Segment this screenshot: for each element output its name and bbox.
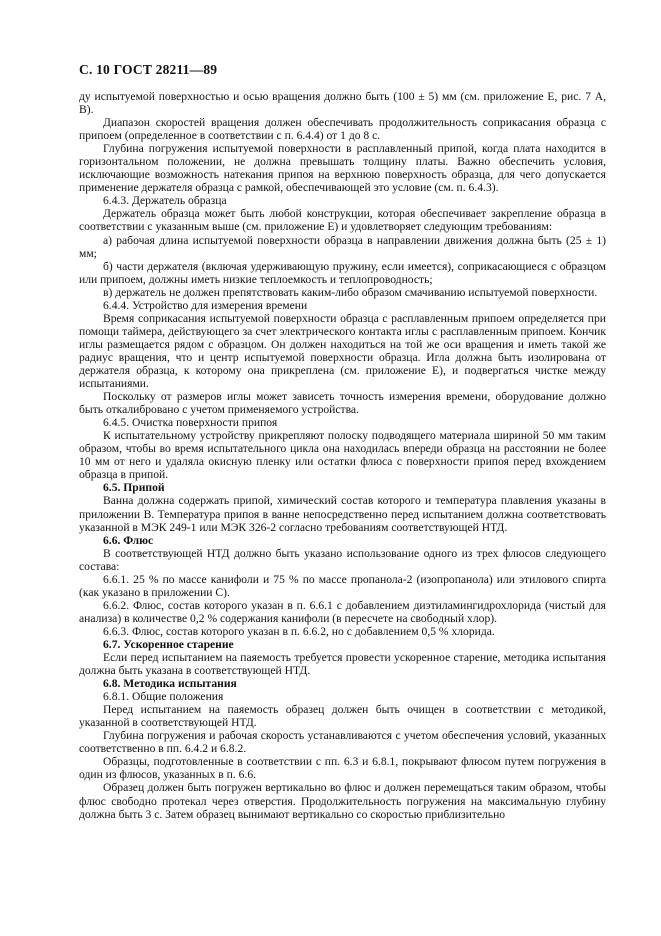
- document-body: [79, 90, 606, 821]
- paragraph: Образец должен быть погружен вертикально во флюс и должен перемещаться таким образом, чтобы флюс свободно протекал через отверстия. Продолжительность погружения на максимальную глубину должна быть 3 с. Затем образец вынимают вертикально со скоростью приблизительно: [79, 781, 606, 821]
- paragraph: Поскольку от размеров иглы может зависеть точность измерения времени, оборудование должно быть откалибровано с учетом применяемого устройства.: [79, 390, 606, 417]
- paragraph: б) части держателя (включая удерживающую пружину, если имеется), соприкасающиеся с образцом или припоем, должны иметь низкие теплоемкость и теплопроводность;: [79, 259, 606, 286]
- paragraph: Держатель образца может быть любой конструкции, которая обеспечивает закрепление образца в соответствии с указанным выше (см. приложение Е) и удовлетворяет следующим требованиям:: [79, 207, 606, 234]
- page-header: С. 10 ГОСТ 28211—89: [79, 62, 218, 77]
- paragraph: 6.8. Методика испытания: [103, 677, 237, 691]
- paragraph: Диапазон скоростей вращения должен обеспечивать продолжительность соприкасания образца с припоем (определенное в соответствии с п. 6.4.4) от 1 до 8 с.: [79, 116, 606, 143]
- paragraph: 6.4.3. Держатель образца: [103, 194, 227, 208]
- paragraph: 6.8.1. Общие положения: [103, 690, 224, 704]
- paragraph: 6.6. Флюс: [103, 533, 154, 547]
- paragraph: 6.4.5. Очистка поверхности припоя: [103, 416, 278, 430]
- paragraph: Глубина погружения и рабочая скорость устанавливаются с учетом обеспечения условий, указанных соответственно в пп. 6.4.2 и 6.8.2.: [79, 729, 606, 756]
- paragraph: К испытательному устройству прикрепляют полоску подводящего материала шириной 50 мм таким образом, чтобы во время испытательного цикла она находилась впереди образца на расстоянии не более 10 мм от него и удаляла окисную пленку или остатки флюса с поверхности припоя перед вхождением образца в припой.: [79, 429, 606, 482]
- paragraph: Перед испытанием на паяемость образец должен быть очищен в соответствии с методикой, указанной в соответствующей НТД.: [79, 703, 606, 730]
- paragraph: 6.4.4. Устройство для измерения времени: [103, 298, 308, 312]
- paragraph: Если перед испытанием на паяемость требуется провести ускоренное старение, методика испытания должна быть указана в соответствующей НТД.: [79, 651, 606, 678]
- paragraph: ду испытуемой поверхностью и осью вращения должно быть (100 ± 5) мм (см. приложение Е, рис. 7 А, В).: [79, 90, 606, 117]
- paragraph: Ванна должна содержать припой, химический состав которого и температура плавления указаны в приложении В. Температура припоя в ванне непосредственно перед испытанием должна соответствовать указанной в МЭК 249-1 или МЭК 326-2 согласно требованиям соответствующей НТД.: [79, 494, 606, 534]
- paragraph: Глубина погружения испытуемой поверхности в расплавленный припой, когда плата находится в горизонтальном положении, не должна превышать толщину платы. Важно обеспечить условия, исключающие возможность натекания припоя на верхнюю поверхность образца, для чего допускается применение держателя образца с рамкой, обеспечивающей это условие (см. п. 6.4.3).: [79, 142, 606, 195]
- paragraph: Время соприкасания испытуемой поверхности образца с расплавленным припоем определяется при помощи таймера, действующего за счет электрического контакта иглы с расплавленным припоем. Кончик иглы размещается рядом с образцом. Он должен находиться на той же оси вращения и иметь такой же радиус вращения, что и центр испытуемой поверхности образца. Игла должна быть изолирована от держателя образца, к которому она прикреплена (см. приложение Е), и подвергаться чистке между испытаниями.: [79, 311, 606, 391]
- paragraph: в) держатель не должен препятствовать каким-либо образом смачиванию испытуемой поверхности.: [103, 285, 598, 299]
- paragraph: Образцы, подготовленные в соответствии с пп. 6.3 и 6.8.1, покрывают флюсом путем погружения в один из флюсов, указанных в п. 6.6.: [79, 755, 606, 782]
- paragraph: а) рабочая длина испытуемой поверхности образца в направлении движения должна быть (25 ± 1) мм;: [79, 233, 606, 260]
- paragraph: В соответствующей НТД должно быть указано использование одного из трех флюсов следующего состава:: [79, 546, 606, 573]
- paragraph: 6.6.1. 25 % по массе канифоли и 75 % по массе пропанола-2 (изопропанола) или этилового спирта (как указано в приложении С).: [79, 572, 606, 599]
- paragraph: 6.7. Ускоренное старение: [103, 637, 234, 651]
- paragraph: 6.5. Припой: [103, 481, 165, 495]
- paragraph: 6.6.2. Флюс, состав которого указан в п. 6.6.1 с добавлением диэтиламингидрохлорида (чистый для анализа) в количестве 0,2 % содержания канифоли (в пересчете на свободный хлор).: [79, 598, 606, 625]
- paragraph: 6.6.3. Флюс, состав которого указан в п. 6.6.2, но с добавлением 0,5 % хлорида.: [103, 624, 495, 638]
